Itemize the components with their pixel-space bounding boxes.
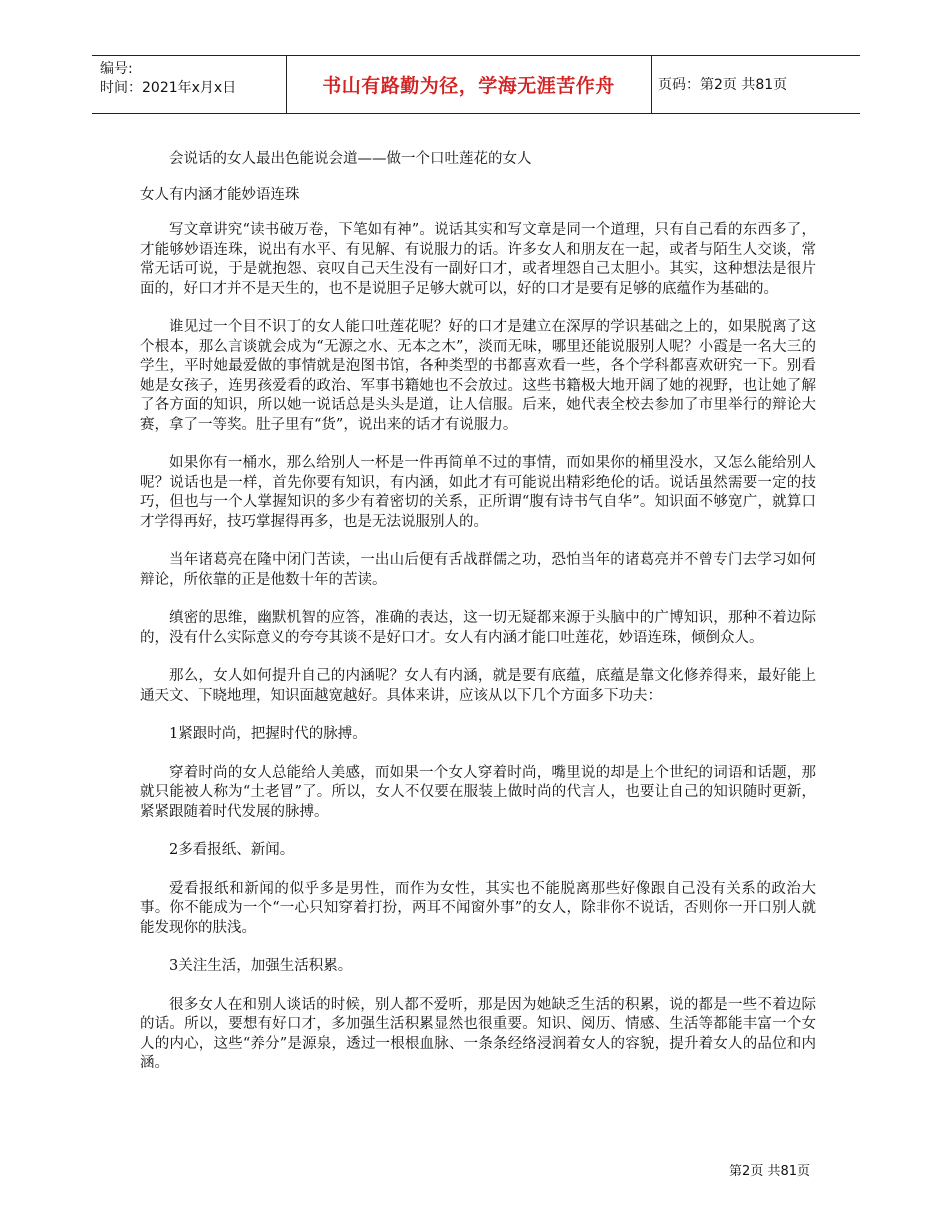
paragraph: 写文章讲究“读书破万卷，下笔如有神”。说话其实和写文章是同一个道理，只有自己看的东西多了，才能够妙语连珠，说出有水平、有见解、有说服力的话。许多女人和朋友在一起，或者与陌生人交谈，常常无话可说，于是就抱怨、哀叹自己天生没有一副好口才，或者埋怨自己太胆小。其实，这种想法是很片面的，好口才并不是天生的，也不是说胆子足够大就可以，好的口才是要有足够的底蕴作为基础的。	[140, 222, 816, 297]
list-heading: 1紧跟时尚，把握时代的脉搏。	[169, 726, 367, 742]
header-bottom-rule	[92, 113, 860, 114]
paragraph: 穿着时尚的女人总能给人美感，而如果一个女人穿着时尚，嘴里说的却是上个世纪的词语和话题，那就只能被人称为“土老冒”了。所以，女人不仅要在服装上做时尚的代言人，也要让自己的知识随时更新，紧紧跟随着时代发展的脉搏。	[140, 764, 816, 820]
header-code-label: 编号:	[100, 61, 133, 77]
article-subtitle: 女人有内涵才能妙语连珠	[140, 186, 300, 203]
paragraph: 如果你有一桶水，那么给别人一杯是一件再简单不过的事情，而如果你的桶里没水，又怎么能给别人呢？说话也是一样，首先你要有知识，有内涵，如此才有可能说出精彩绝伦的话。说话虽然需要一定的技巧，但也与一个人掌握知识的多少有着密切的关系，正所谓“腹有诗书气自华”。知识面不够宽广，就算口才学得再好，技巧掌握得再多，也是无法说服别人的。	[140, 455, 816, 530]
article-body	[140, 150, 816, 1093]
paragraph: 爱看报纸和新闻的似乎多是男性，而作为女性，其实也不能脱离那些好像跟自己没有关系的政治大事。你不能成为一个“一心只知穿着打扮，两耳不闻窗外事”的女人，除非你不说话，否则你一开口别人就能发现你的肤浅。	[140, 880, 816, 936]
header-page-number: 页码：第2页 共81页	[658, 77, 788, 93]
footer-page-number: 第2页 共81页	[729, 1164, 810, 1179]
paragraph: 那么，女人如何提升自己的内涵呢？女人有内涵，就是要有底蕴，底蕴是靠文化修养得来，最好能上通天文、下晓地理，知识面越宽越好。具体来讲，应该从以下几个方面多下功夫：	[140, 668, 816, 704]
header-time-label: 时间：2021年x月x日	[100, 80, 237, 96]
paragraph: 谁见过一个目不识丁的女人能口吐莲花呢？好的口才是建立在深厚的学识基础之上的，如果脱离了这个根本，那么言谈就会成为“无源之水、无本之木”，淡而无味，哪里还能说服别人呢？小霞是一名大三的学生，平时她最爱做的事情就是泡图书馆，各种类型的书都喜欢看一些，各个学科都喜欢研究一下。别看她是女孩子，连男孩爱看的政治、军事书籍她也不会放过。这些书籍极大地开阔了她的视野，也让她了解了各方面的知识，所以她一说话总是头头是道，让人信服。后来，她代表全校去参加了市里举行的辩论大赛，拿了一等奖。肚子里有“货”，说出来的话才有说服力。	[140, 319, 816, 433]
paragraph: 当年诸葛亮在隆中闭门苦读，一出山后便有舌战群儒之功，恐怕当年的诸葛亮并不曾专门去学习如何辩论，所依靠的正是他数十年的苦读。	[140, 552, 816, 588]
header-meta	[100, 60, 236, 98]
list-heading: 2多看报纸、新闻。	[169, 842, 295, 858]
article-title: 会说话的女人最出色能说会道——做一个口吐莲花的女人	[169, 151, 532, 167]
list-heading: 3关注生活，加强生活积累。	[169, 958, 353, 974]
paragraph: 缜密的思维，幽默机智的应答，准确的表达，这一切无疑都来源于头脑中的广博知识，那种不着边际的，没有什么实际意义的夸夸其谈不是好口才。女人有内涵才能口吐莲花，妙语连珠，倾倒众人。	[140, 610, 816, 646]
header-divider-right	[651, 55, 652, 113]
paragraph: 很多女人在和别人谈话的时候，别人都不爱听，那是因为她缺乏生活的积累，说的都是一些不着边际的话。所以，要想有好口才，多加强生活积累显然也很重要。知识、阅历、情感、生活等都能丰富一个女人的内心，这些“养分”是源泉，透过一根根血脉、一条条经络浸润着女人的容貌，提升着女人的品位和内涵。	[140, 996, 816, 1071]
header-motto: 书山有路勤为径，学海无涯苦作舟	[322, 74, 615, 97]
